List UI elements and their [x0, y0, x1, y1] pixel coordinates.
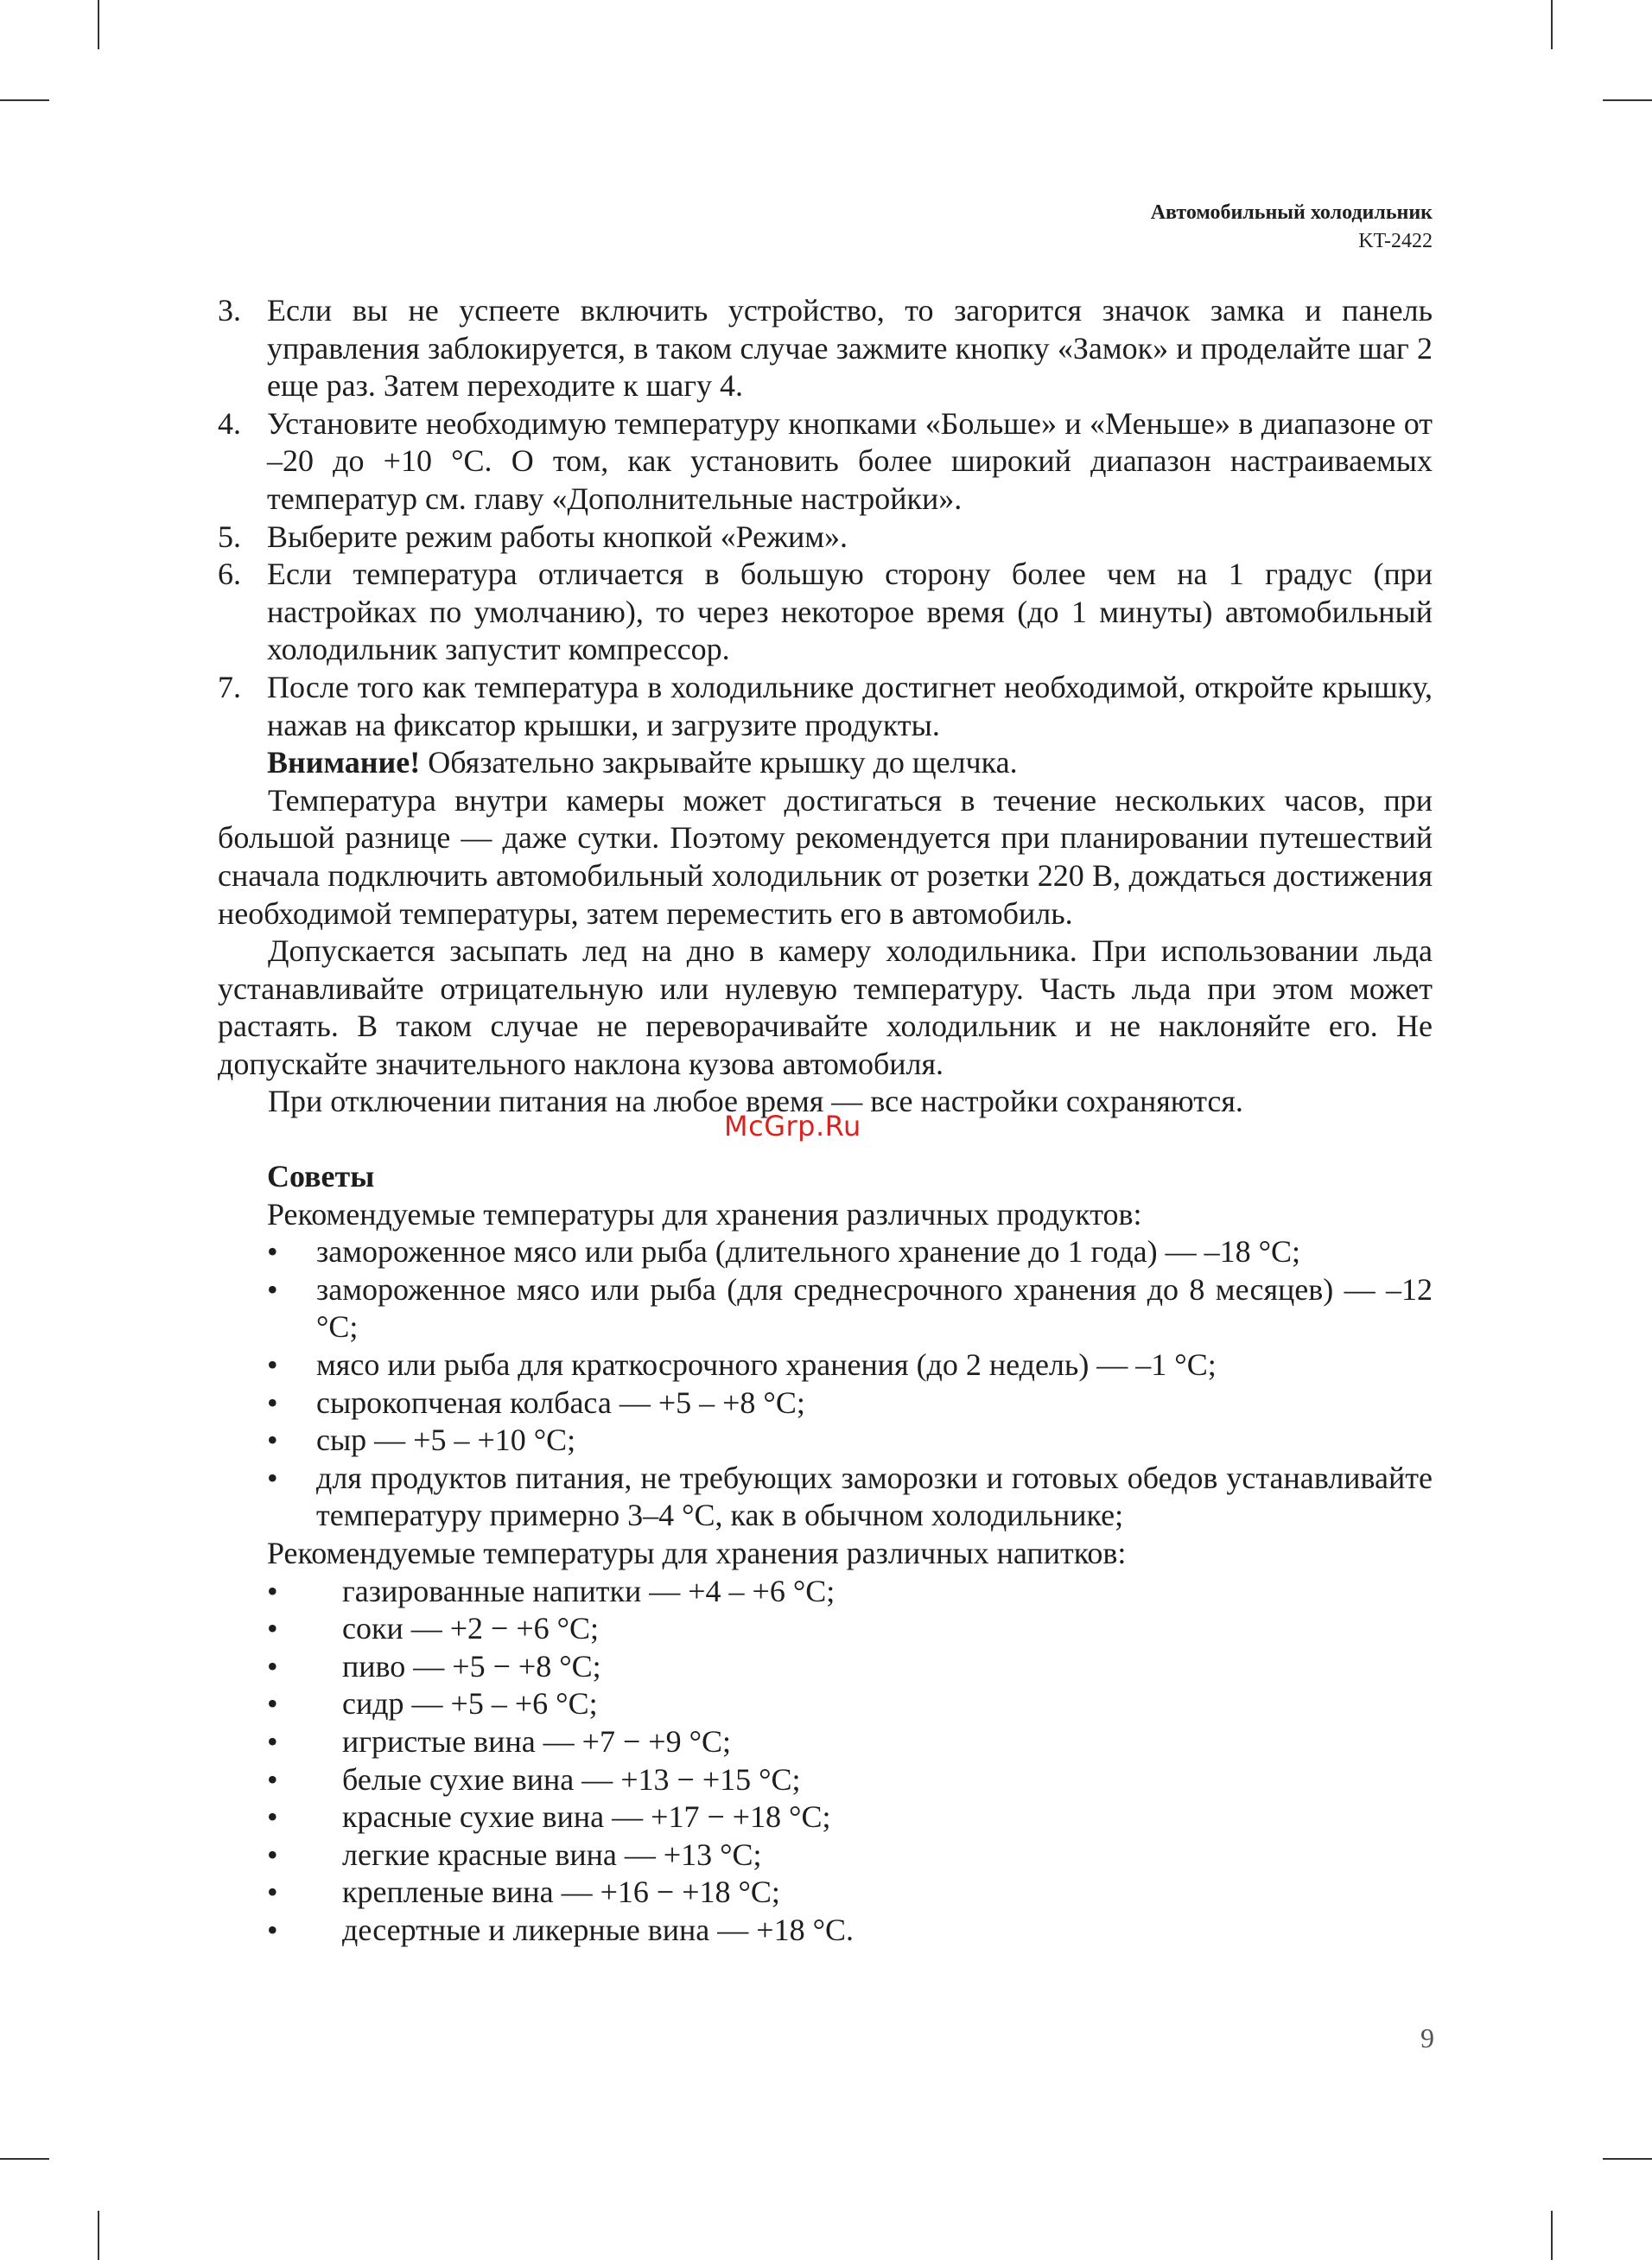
drink-item-text: газированные напитки — +4 – +6 °C;: [342, 1573, 836, 1608]
crop-mark: [98, 0, 99, 49]
drink-item-text: соки — +2 − +6 °C;: [342, 1611, 600, 1646]
bullet: •: [267, 1875, 278, 1910]
drink-item-text: сидр — +5 – +6 °C;: [342, 1686, 598, 1722]
bullet: •: [267, 1460, 278, 1495]
food-item-text: сырокопченая колбаса — +5 – +8 °C;: [316, 1385, 805, 1420]
crop-mark: [1603, 2158, 1652, 2160]
drink-item-text: игристые вина — +7 − +9 °C;: [342, 1723, 731, 1759]
food-intro: Рекомендуемые температуры для хранения различных продуктов:: [267, 1196, 1142, 1232]
page-number: 9: [1420, 2022, 1434, 2053]
bullet: •: [267, 1723, 278, 1759]
crop-mark: [0, 99, 49, 101]
bullet: •: [267, 1385, 278, 1420]
section-heading: Советы: [267, 1159, 375, 1194]
food-item-text: замороженное мясо или рыба (для среднесрочного хранения до 8 месяцев) — –12 °C;: [316, 1271, 1433, 1345]
drinks-intro: Рекомендуемые температуры для хранения различных напитков:: [267, 1536, 1127, 1570]
warning-text: Обязательно закрывайте крышку до щелчка.: [420, 745, 1018, 780]
drink-list-item: [218, 1648, 1433, 1686]
step-text: Если вы не успеете включить устройство, то загорится значок замка и панель управления заблокируется, в таком случае зажмите кнопку «Замок» и проделайте шаг 2 еще раз. Затем переходите к шагу 4.: [267, 293, 1433, 404]
food-list-item: [218, 1233, 1433, 1271]
bullet: •: [267, 1912, 278, 1947]
step-number: 7.: [218, 669, 241, 704]
food-item-text: замороженное мясо или рыба (длительного хранение до 1 года) — –18 °C;: [316, 1234, 1301, 1270]
step-text: Выберите режим работы кнопкой «Режим».: [267, 519, 848, 554]
bullet: •: [267, 1686, 278, 1722]
drink-list-item: [218, 1573, 1433, 1611]
step-item: [218, 519, 1433, 557]
drink-item-text: белые сухие вина — +13 − +15 °C;: [342, 1761, 801, 1797]
food-list-item: [218, 1422, 1433, 1460]
step-number: 3.: [218, 293, 241, 328]
bullet: •: [267, 1837, 278, 1872]
drink-list-item: [218, 1761, 1433, 1799]
drink-list-item: [218, 1798, 1433, 1837]
crop-mark: [0, 2158, 49, 2160]
food-list-item: [218, 1460, 1433, 1535]
drink-list-item: [218, 1874, 1433, 1912]
crop-mark: [1551, 2211, 1553, 2260]
drink-item-text: крепленые вина — +16 − +18 °C;: [342, 1875, 780, 1910]
step-item: [218, 556, 1433, 669]
drink-list-item: [218, 1610, 1433, 1648]
bullet: •: [267, 1799, 278, 1835]
header-model: KT-2422: [1358, 230, 1433, 252]
step-item: [218, 292, 1433, 405]
warning-label: Внимание!: [267, 745, 421, 780]
step-number: 5.: [218, 519, 241, 554]
food-item-text: для продуктов питания, не требующих заморозки и готовых обедов устанавливайте температуру примерно 3–4 °C, как в обычном холодильнике;: [316, 1460, 1433, 1533]
food-list-item: [218, 1346, 1433, 1385]
warning-note: [218, 744, 1433, 782]
step-text: Если температура отличается в большую сторону более чем на 1 градус (при настройках по умолчанию), то через некоторое время (до 1 минуты) автомобильный холодильник запустит компрессор.: [267, 557, 1433, 667]
bullet: •: [267, 1761, 278, 1797]
crop-mark: [98, 2211, 99, 2260]
bullet: •: [267, 1611, 278, 1646]
step-text: Установите необходимую температуру кнопками «Больше» и «Меньше» в диапазоне от –20 до +10 °C. О том, как установить более широкий диапазон настраиваемых температур см. главу «Дополнительные настройки».: [267, 405, 1433, 516]
drink-list-item: [218, 1723, 1433, 1761]
bullet: •: [267, 1648, 278, 1684]
bullet: •: [267, 1423, 278, 1458]
food-item-text: мясо или рыба для краткосрочного хранения (до 2 недель) — –1 °C;: [316, 1347, 1217, 1383]
step-number: 6.: [218, 557, 241, 592]
drink-list-item: [218, 1912, 1433, 1950]
step-item: [218, 405, 1433, 519]
watermark-link[interactable]: McGrp.Ru: [724, 1110, 861, 1143]
food-list-item: [218, 1271, 1433, 1346]
crop-mark: [1551, 0, 1553, 49]
drink-item-text: десертные и ликерные вина — +18 °C.: [342, 1912, 854, 1947]
running-header: [1151, 199, 1433, 256]
step-item: [218, 669, 1433, 744]
bullet: •: [267, 1234, 278, 1270]
drink-list-item: [218, 1685, 1433, 1723]
step-text: После того как температура в холодильнике достигнет необходимой, откройте крышку, нажав на фиксатор крышки, и загрузите продукты.: [267, 669, 1433, 742]
crop-mark: [1603, 99, 1652, 101]
paragraph: Температура внутри камеры может достигаться в течение нескольких часов, при большой разнице — даже сутки. Поэтому рекомендуется при планировании путешествий сначала подключить автомобильный холодильник от розетки 220 В, дождаться достижения необходимой температуры, затем переместить его в автомобиль.: [218, 782, 1433, 931]
bullet: •: [267, 1271, 278, 1307]
paragraph: Допускается засыпать лед на дно в камеру холодильника. При использовании льда устанавливайте отрицательную или нулевую температуру. Часть льда при этом может растаять. В таком случае не переворачивайте холодильник и не наклоняйте его. Не допускайте значительного наклона кузова автомобиля.: [218, 933, 1433, 1081]
bullet: •: [267, 1347, 278, 1383]
paragraph: При отключении питания на любое время — все настройки сохраняются.: [268, 1084, 1243, 1119]
drink-item-text: пиво — +5 − +8 °C;: [342, 1648, 601, 1684]
header-title: Автомобильный холодильник: [1150, 201, 1433, 224]
bullet: •: [267, 1573, 278, 1608]
drink-item-text: красные сухие вина — +17 − +18 °C;: [342, 1799, 831, 1835]
food-list-item: [218, 1385, 1433, 1423]
drink-list-item: [218, 1837, 1433, 1875]
step-number: 4.: [218, 405, 241, 441]
drink-item-text: легкие красные вина — +13 °C;: [342, 1837, 762, 1872]
food-item-text: сыр — +5 – +10 °C;: [316, 1423, 576, 1458]
